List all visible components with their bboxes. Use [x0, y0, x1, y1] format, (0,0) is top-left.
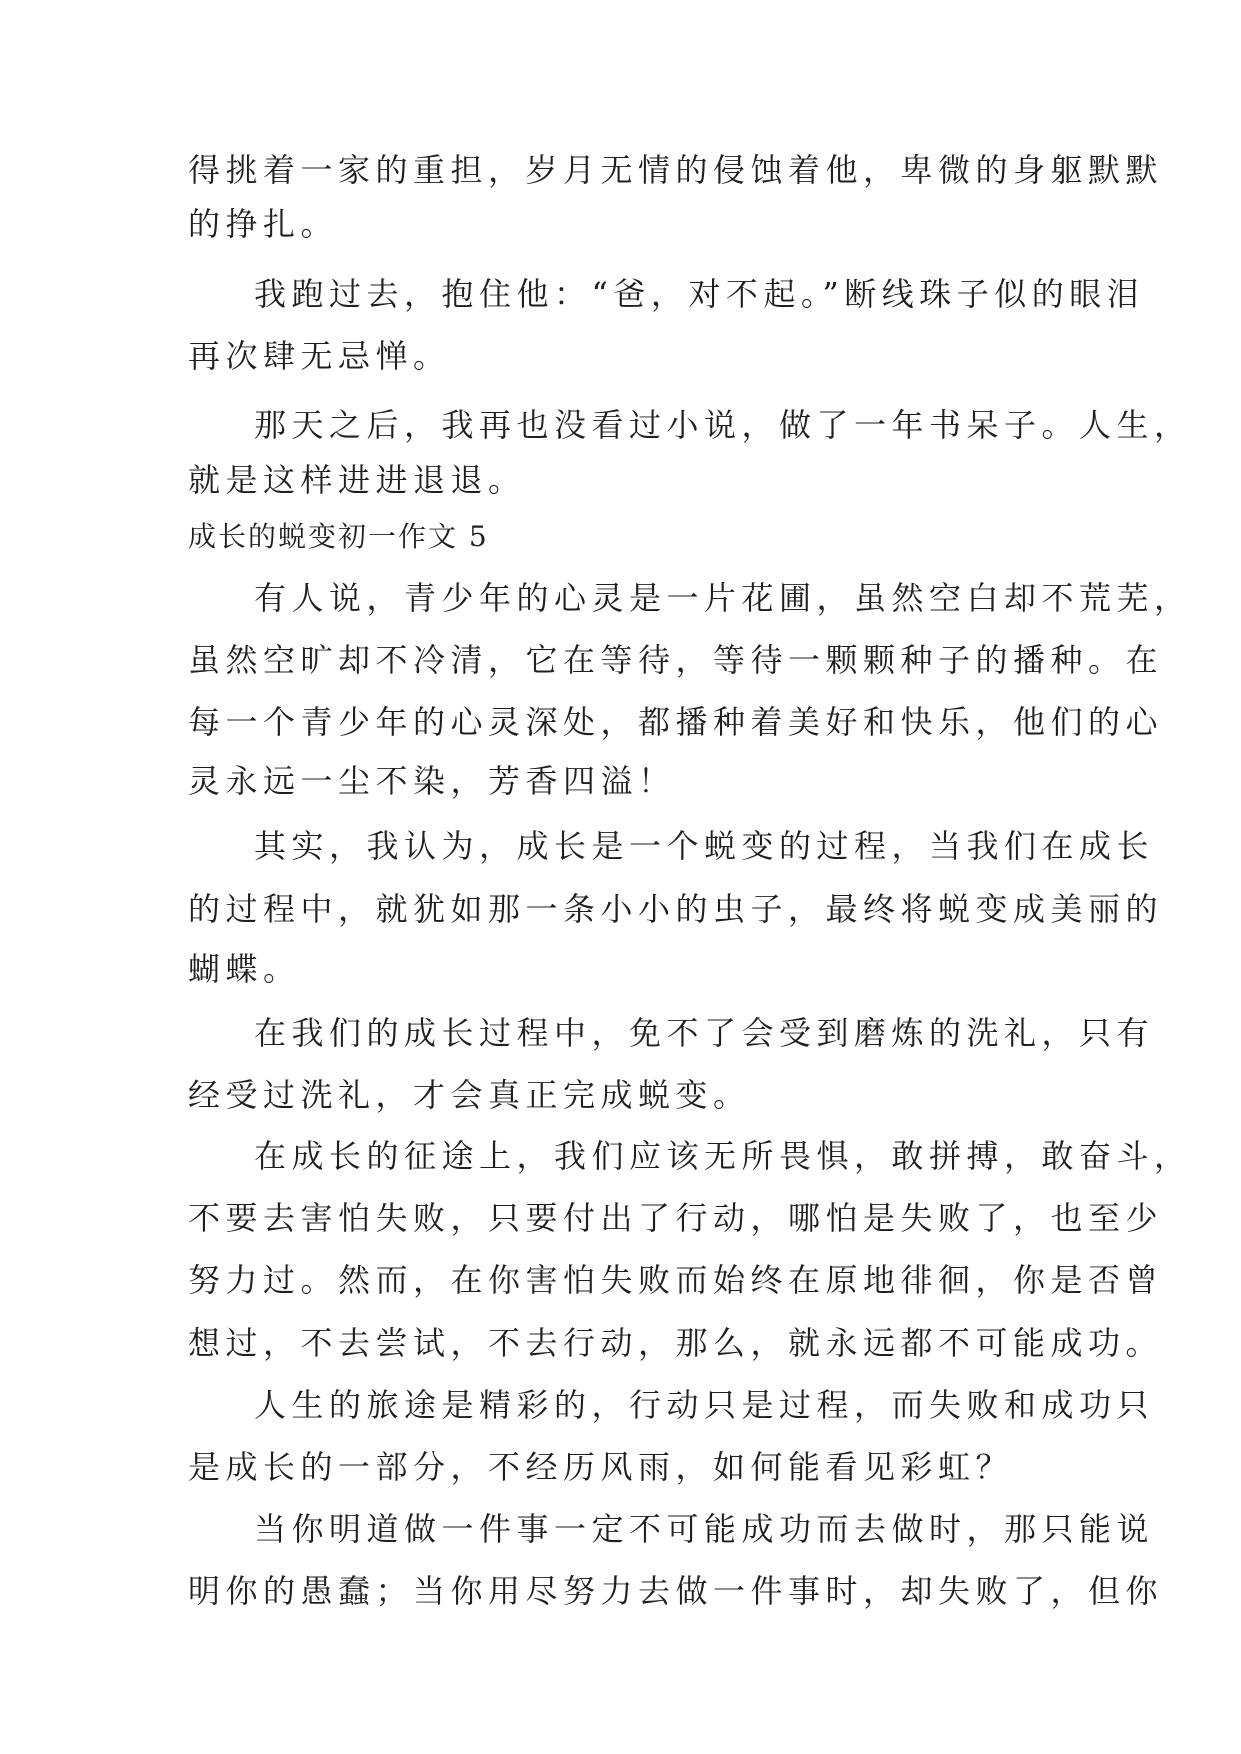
- text-line: 每一个青少年的心灵深处，都播种着美好和快乐，他们的心: [188, 703, 1164, 741]
- text-line: 想过，不去尝试，不去行动，那么，就永远都不可能成功。: [188, 1324, 1164, 1362]
- text-line: 经受过洗礼，才会真正完成蜕变。: [188, 1076, 751, 1114]
- text-line: 是成长的一部分，不经历风雨，如何能看见彩虹？: [188, 1448, 1014, 1486]
- paragraph-start-line: 在我们的成长过程中，免不了会受到磨炼的洗礼，只有: [254, 1014, 1155, 1052]
- text-line: 就是这样进进退退。: [188, 461, 526, 499]
- paragraph-start-line: 人生的旅途是精彩的，行动只是过程，而失败和成功只: [254, 1386, 1155, 1424]
- text-line: 的过程中，就犹如那一条小小的虫子，最终将蜕变成美丽的: [188, 890, 1164, 928]
- text-line: 努力过。然而，在你害怕失败而始终在原地徘徊，你是否曾: [188, 1261, 1164, 1299]
- section-heading: 成长的蜕变初一作文 5: [188, 520, 489, 553]
- text-line: 灵永远一尘不染，芳香四溢！: [188, 762, 676, 800]
- text-line: 得挑着一家的重担，岁月无情的侵蚀着他，卑微的身躯默默: [188, 151, 1164, 189]
- paragraph-start-line: 当你明道做一件事一定不可能成功而去做时，那只能说: [254, 1510, 1155, 1548]
- text-line: 再次肆无忌惮。: [188, 337, 451, 375]
- paragraph-start-line: 我跑过去，抱住他：“爸，对不起。”断线珠子似的眼泪: [254, 275, 1145, 313]
- paragraph-start-line: 有人说，青少年的心灵是一片花圃，虽然空白却不荒芜，: [254, 579, 1192, 617]
- text-line: 虽然空旷却不冷清，它在等待，等待一颗颗种子的播种。在: [188, 641, 1164, 679]
- paragraph-start-line: 其实，我认为，成长是一个蜕变的过程，当我们在成长: [254, 827, 1155, 865]
- paragraph-start-line: 在成长的征途上，我们应该无所畏惧，敢拼搏，敢奋斗，: [254, 1137, 1192, 1175]
- text-line: 不要去害怕失败，只要付出了行动，哪怕是失败了，也至少: [188, 1199, 1164, 1237]
- text-line: 明你的愚蠢；当你用尽努力去做一件事时，却失败了，但你: [188, 1572, 1164, 1610]
- text-line: 的挣扎。: [188, 205, 339, 243]
- text-line: 蝴蝶。: [188, 950, 301, 988]
- paragraph-start-line: 那天之后，我再也没看过小说，做了一年书呆子。人生，: [254, 406, 1192, 444]
